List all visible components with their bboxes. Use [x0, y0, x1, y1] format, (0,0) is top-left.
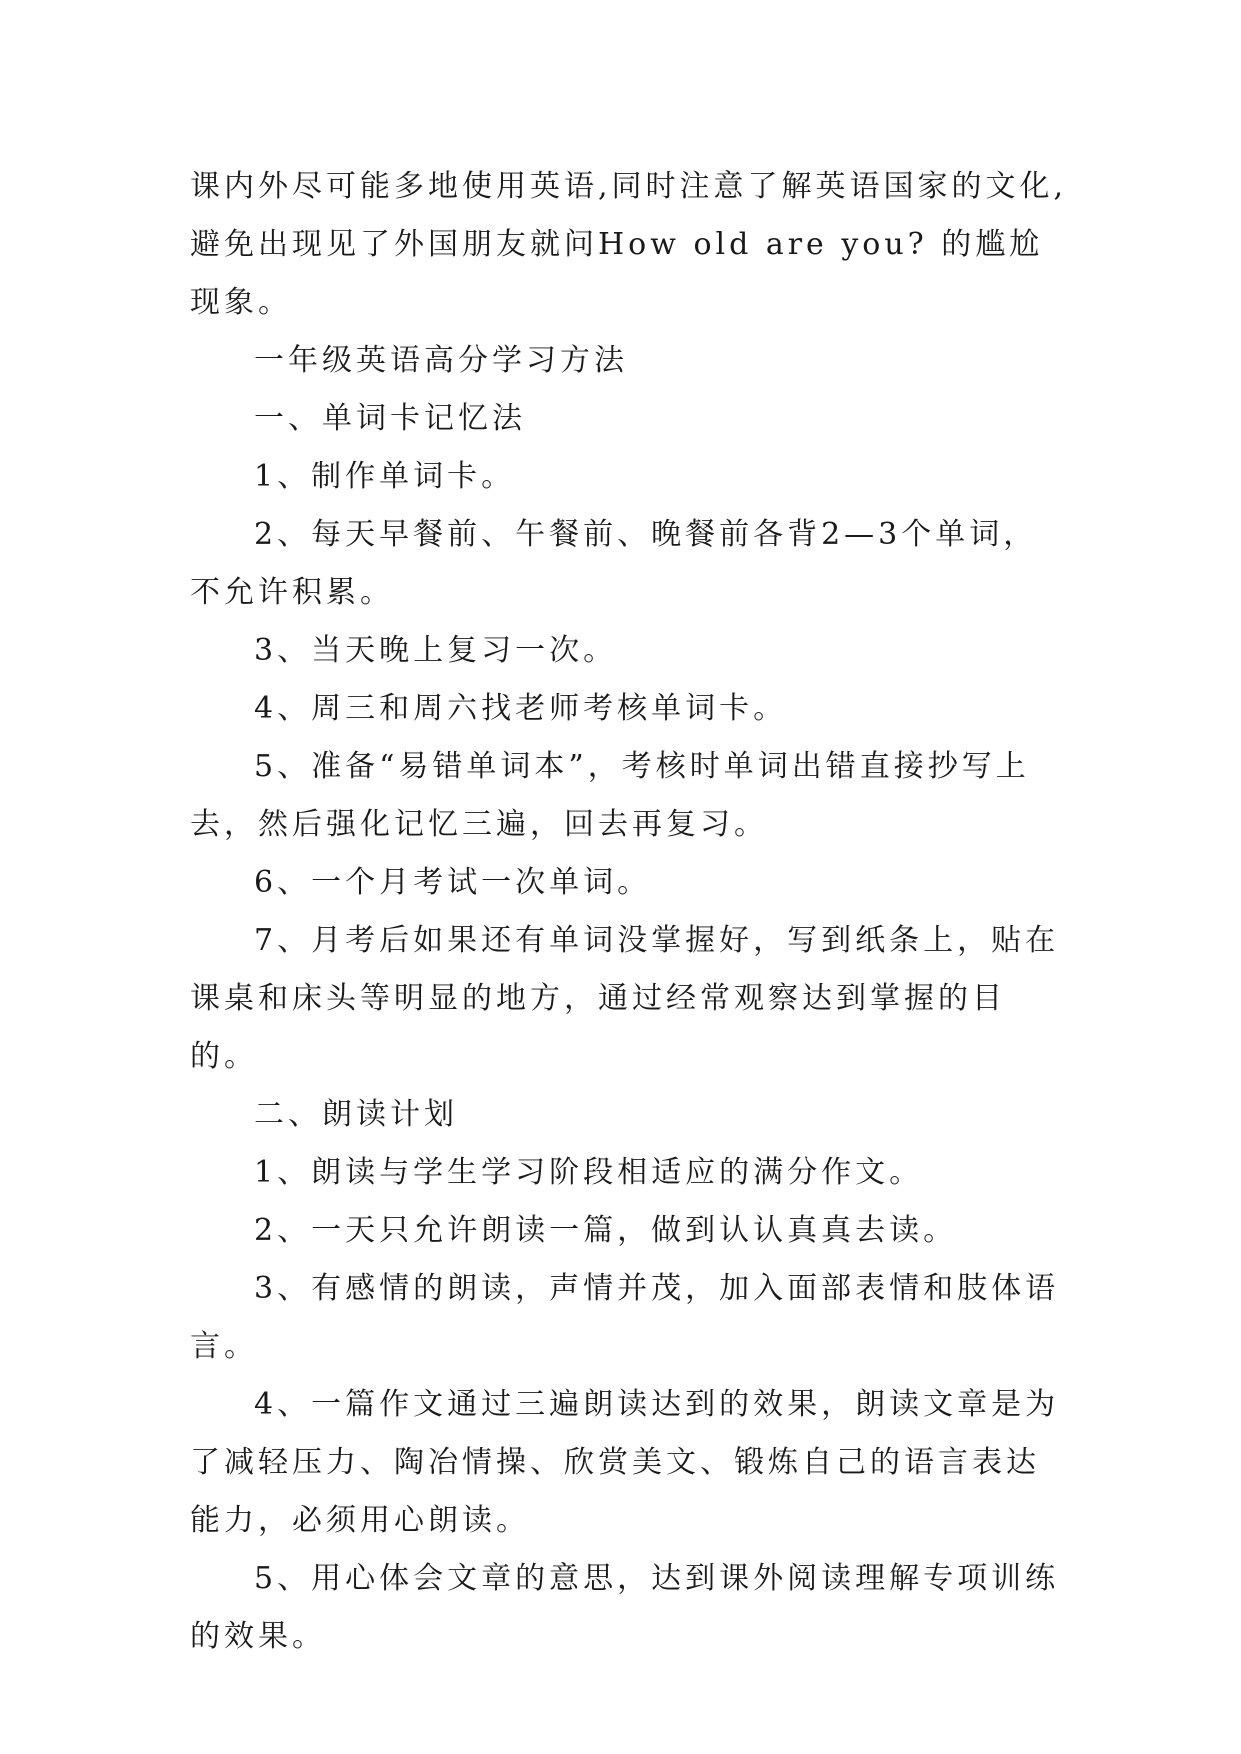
- reading-item-3: 3、有感情的朗读，声情并茂，加入面部表情和肢体语言。: [190, 1271, 1060, 1364]
- reading-item-1: 1、朗读与学生学习阶段相适应的满分作文。: [254, 1155, 924, 1190]
- heading-word-card-method: 一、单词卡记忆法: [254, 401, 526, 436]
- section-title-methods: 一年级英语高分学习方法: [254, 343, 628, 378]
- reading-item-4: 4、一篇作文通过三遍朗读达到的效果，朗读文章是为了减轻压力、陶冶情操、欣赏美文、锻炼自己的语言表达能力，必须用心朗读。: [190, 1387, 1060, 1538]
- reading-item-2: 2、一天只允许朗读一篇，做到认认真真去读。: [254, 1213, 958, 1248]
- list-item-6: 6、一个月考试一次单词。: [254, 865, 652, 900]
- document-body: [190, 158, 1070, 1666]
- list-item-1: 1、制作单词卡。: [254, 459, 516, 494]
- list-item-3: 3、当天晚上复习一次。: [254, 633, 618, 668]
- heading-reading-plan: 二、朗读计划: [254, 1097, 458, 1132]
- list-item-4: 4、周三和周六找老师考核单词卡。: [254, 691, 788, 726]
- paragraph-culture-note: 课内外尽可能多地使用英语,同时注意了解英语国家的文化,避免出现见了外国朋友就问How old are you? 的尴尬现象。: [190, 169, 1068, 320]
- list-item-2: 2、每天早餐前、午餐前、晚餐前各背2—3个单词，不允许积累。: [190, 517, 1038, 610]
- list-item-7: 7、月考后如果还有单词没掌握好，写到纸条上，贴在课桌和床头等明显的地方，通过经常观察达到掌握的目的。: [190, 923, 1060, 1074]
- list-item-5: 5、准备“易错单词本”，考核时单词出错直接抄写上去，然后强化记忆三遍，回去再复习。: [190, 749, 1030, 842]
- reading-item-5: 5、用心体会文章的意思，达到课外阅读理解专项训练的效果。: [190, 1561, 1060, 1654]
